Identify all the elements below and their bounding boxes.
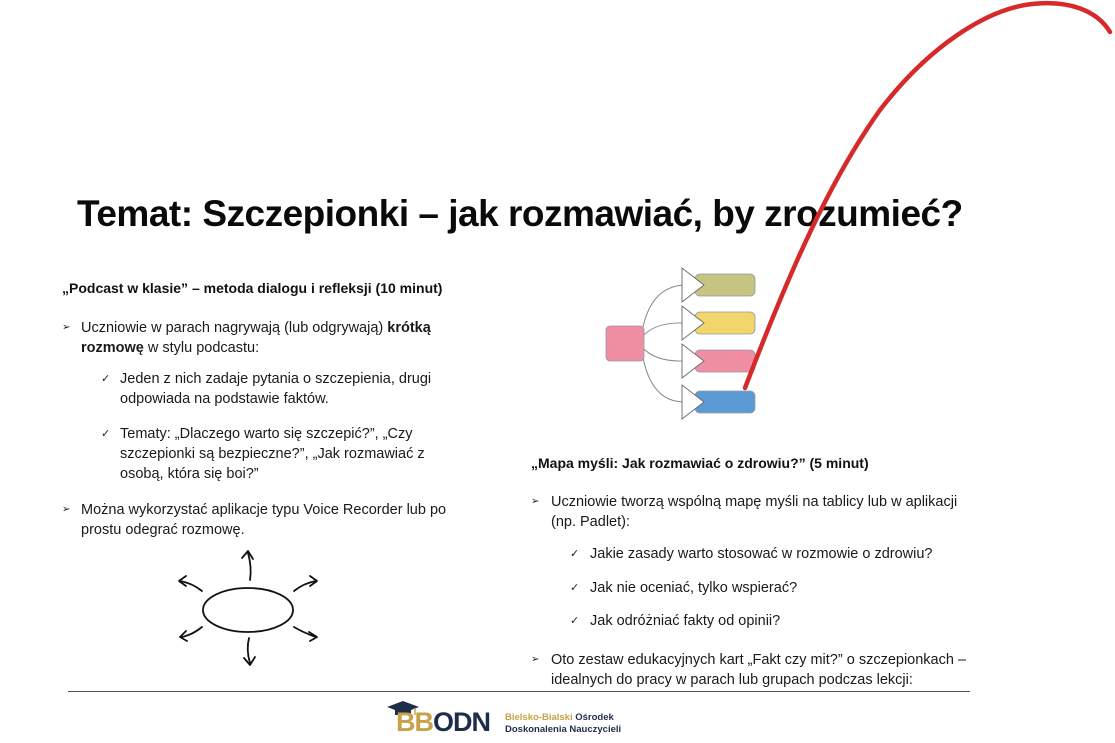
checkmark-icon: ✓ — [570, 582, 580, 594]
arrow-bullet-icon: ➢ — [62, 322, 71, 333]
page-title: Temat: Szczepionki – jak rozmawiać, by zrozumieć? — [77, 193, 963, 234]
checkmark-icon: ✓ — [101, 373, 111, 385]
podcast-sub-2: ✓ Tematy: „Dlaczego warto się szczepić?”, „Czy szczepionki są bezpieczne?”, „Jak rozmawiać z osobą, która się boi?” — [101, 426, 425, 482]
arrow-bullet-icon: ➢ — [62, 504, 71, 515]
mind-map-check-2: ✓ Jak nie oceniać, tylko wspierać? — [570, 580, 798, 596]
bbodn-logo — [386, 700, 646, 740]
mind-map-heading: „Mapa myśli: Jak rozmawiać o zdrowiu?” (5 minut) — [531, 455, 869, 471]
checkmark-icon: ✓ — [570, 548, 580, 560]
podcast-sub-1: ✓ Jeden z nich zadaje pytania o szczepienia, drugi odpowiada na podstawie faktów. — [101, 371, 432, 407]
podcast-bullet-2: ➢ Można wykorzystać aplikacje typu Voice Recorder lub po prostu odegrać rozmowę. — [62, 502, 447, 538]
mind-map-check-3: ✓ Jak odróżniać fakty od opinii? — [570, 613, 781, 629]
podcast-heading: „Podcast w klasie” – metoda dialogu i refleksji (10 minut) — [62, 280, 443, 296]
brainstorm-illustration — [170, 545, 330, 670]
mind-map-center-node — [606, 326, 644, 361]
checkmark-icon: ✓ — [570, 615, 580, 627]
logo-subtitle: Bielsko-Bialski Ośrodek Doskonalenia Nauczycieli — [505, 712, 622, 735]
logo-mark: BBODN — [396, 707, 490, 737]
mind-map-check-1: ✓ Jakie zasady warto stosować w rozmowie o zdrowiu? — [570, 546, 933, 562]
mind-map-bullet-2: ➢ Oto zestaw edukacyjnych kart „Fakt czy mit?” o szczepionkach – idealnych do pracy w parach lub grupach podczas lekcji: — [531, 652, 967, 688]
footer-divider — [68, 691, 970, 692]
arrow-bullet-icon: ➢ — [531, 496, 540, 507]
mind-map-bullet-1: ➢ Uczniowie tworzą wspólną mapę myśli na tablicy lub w aplikacji (np. Padlet): — [531, 494, 958, 530]
mind-map-illustration — [600, 262, 765, 422]
podcast-bullet-1: ➢ Uczniowie w parach nagrywają (lub odgrywają) krótką rozmowę w stylu podcastu: — [62, 320, 431, 356]
checkmark-icon: ✓ — [101, 428, 111, 440]
arrow-bullet-icon: ➢ — [531, 654, 540, 665]
